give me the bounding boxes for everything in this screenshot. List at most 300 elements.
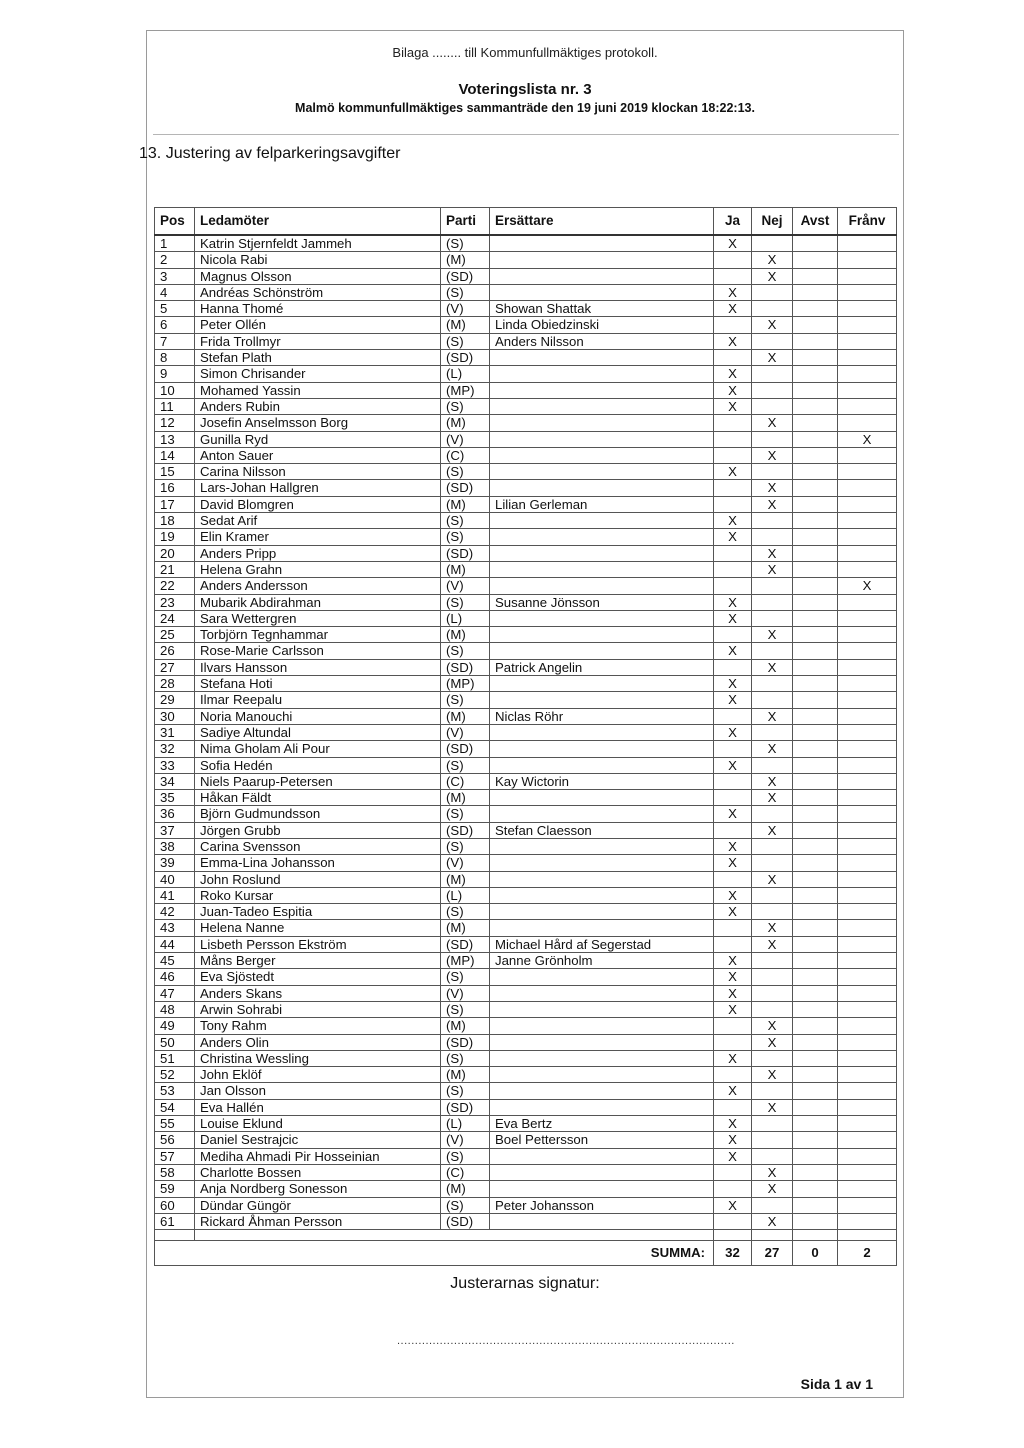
cell-ja: X [714, 692, 752, 708]
table-row [155, 1034, 897, 1050]
cell-ledamot: Simon Chrisander [195, 366, 441, 382]
cell-franv [838, 741, 897, 757]
cell-pos: 17 [155, 496, 195, 512]
cell-pos: 6 [155, 317, 195, 333]
table-row [155, 969, 897, 985]
cell-ersattare [490, 1050, 714, 1066]
cell-nej: X [752, 415, 793, 431]
table-row [155, 1148, 897, 1164]
cell-ja: X [714, 676, 752, 692]
cell-avst [793, 855, 838, 871]
cell-ja [714, 1099, 752, 1115]
cell-pos: 23 [155, 594, 195, 610]
cell-nej [752, 382, 793, 398]
cell-pos: 42 [155, 904, 195, 920]
cell-avst [793, 757, 838, 773]
cell-ja [714, 1034, 752, 1050]
header-avst: Avst [793, 208, 838, 236]
cell-pos: 25 [155, 627, 195, 643]
summary-avst: 0 [793, 1241, 838, 1266]
cell-franv [838, 757, 897, 773]
table-row [155, 529, 897, 545]
cell-pos: 26 [155, 643, 195, 659]
cell-ersattare [490, 415, 714, 431]
cell-pos: 32 [155, 741, 195, 757]
cell-ja [714, 415, 752, 431]
cell-nej [752, 887, 793, 903]
cell-pos: 49 [155, 1018, 195, 1034]
cell-parti: (V) [441, 724, 490, 740]
cell-parti: (M) [441, 920, 490, 936]
cell-franv [838, 480, 897, 496]
cell-ersattare: Showan Shattak [490, 301, 714, 317]
spacer-cell [714, 1230, 752, 1241]
cell-pos: 8 [155, 350, 195, 366]
cell-nej [752, 692, 793, 708]
table-row [155, 855, 897, 871]
cell-ledamot: Nicola Rabi [195, 252, 441, 268]
cell-ersattare [490, 268, 714, 284]
cell-franv [838, 464, 897, 480]
cell-parti: (S) [441, 969, 490, 985]
table-row [155, 415, 897, 431]
cell-ledamot: David Blomgren [195, 496, 441, 512]
cell-franv [838, 1067, 897, 1083]
cell-avst [793, 838, 838, 854]
cell-franv [838, 1132, 897, 1148]
cell-ja [714, 447, 752, 463]
cell-ersattare [490, 676, 714, 692]
table-row [155, 1132, 897, 1148]
cell-franv [838, 1181, 897, 1197]
cell-avst [793, 1001, 838, 1017]
cell-avst [793, 741, 838, 757]
cell-ja [714, 659, 752, 675]
cell-pos: 19 [155, 529, 195, 545]
table-row [155, 773, 897, 789]
cell-avst [793, 1018, 838, 1034]
cell-ja: X [714, 953, 752, 969]
cell-ledamot: Josefin Anselmsson Borg [195, 415, 441, 431]
cell-nej [752, 855, 793, 871]
cell-pos: 37 [155, 822, 195, 838]
cell-ja: X [714, 1050, 752, 1066]
cell-ja [714, 431, 752, 447]
cell-ersattare: Peter Johansson [490, 1197, 714, 1213]
cell-pos: 54 [155, 1099, 195, 1115]
cell-avst [793, 985, 838, 1001]
cell-ledamot: Ilvars Hansson [195, 659, 441, 675]
cell-ledamot: Anders Olin [195, 1034, 441, 1050]
header-ersattare: Ersättare [490, 208, 714, 236]
cell-franv [838, 333, 897, 349]
cell-ledamot: Mohamed Yassin [195, 382, 441, 398]
table-row [155, 871, 897, 887]
cell-ja [714, 936, 752, 952]
cell-nej [752, 953, 793, 969]
cell-pos: 43 [155, 920, 195, 936]
cell-ersattare [490, 1067, 714, 1083]
cell-ja [714, 741, 752, 757]
table-row [155, 464, 897, 480]
cell-ersattare [490, 610, 714, 626]
cell-ersattare [490, 920, 714, 936]
cell-ja [714, 790, 752, 806]
cell-avst [793, 480, 838, 496]
cell-parti: (M) [441, 1067, 490, 1083]
cell-avst [793, 1132, 838, 1148]
cell-franv [838, 676, 897, 692]
cell-ja [714, 871, 752, 887]
table-row [155, 659, 897, 675]
cell-parti: (S) [441, 806, 490, 822]
cell-nej: X [752, 920, 793, 936]
table-row [155, 676, 897, 692]
header-parti: Parti [441, 208, 490, 236]
cell-ersattare [490, 513, 714, 529]
cell-ja: X [714, 806, 752, 822]
cell-pos: 24 [155, 610, 195, 626]
cell-nej [752, 757, 793, 773]
cell-nej: X [752, 773, 793, 789]
cell-ledamot: Sedat Arif [195, 513, 441, 529]
cell-nej [752, 838, 793, 854]
cell-ersattare [490, 1181, 714, 1197]
cell-ersattare [490, 1034, 714, 1050]
cell-nej [752, 1197, 793, 1213]
cell-parti: (S) [441, 529, 490, 545]
cell-avst [793, 382, 838, 398]
cell-ledamot: Andréas Schönström [195, 284, 441, 300]
cell-nej [752, 284, 793, 300]
cell-nej [752, 529, 793, 545]
cell-nej [752, 904, 793, 920]
cell-nej: X [752, 708, 793, 724]
cell-franv: X [838, 578, 897, 594]
cell-franv [838, 822, 897, 838]
table-row [155, 398, 897, 414]
cell-parti: (L) [441, 366, 490, 382]
cell-ledamot: Stefana Hoti [195, 676, 441, 692]
table-row [155, 301, 897, 317]
cell-avst [793, 676, 838, 692]
cell-ersattare [490, 464, 714, 480]
table-body [155, 235, 897, 1266]
table-row [155, 822, 897, 838]
cell-parti: (MP) [441, 676, 490, 692]
table-row [155, 480, 897, 496]
cell-franv [838, 545, 897, 561]
cell-ersattare [490, 1164, 714, 1180]
cell-nej [752, 333, 793, 349]
table-row [155, 268, 897, 284]
cell-ersattare [490, 431, 714, 447]
cell-ja: X [714, 1197, 752, 1213]
cell-franv [838, 806, 897, 822]
spacer-cell [793, 1230, 838, 1241]
cell-avst [793, 773, 838, 789]
cell-nej [752, 643, 793, 659]
cell-ersattare: Lilian Gerleman [490, 496, 714, 512]
cell-ersattare: Kay Wictorin [490, 773, 714, 789]
cell-franv [838, 594, 897, 610]
table-row [155, 431, 897, 447]
cell-nej: X [752, 822, 793, 838]
cell-ersattare [490, 969, 714, 985]
cell-ledamot: Christina Wessling [195, 1050, 441, 1066]
cell-franv [838, 643, 897, 659]
cell-pos: 60 [155, 1197, 195, 1213]
cell-ersattare: Susanne Jönsson [490, 594, 714, 610]
header-ja: Ja [714, 208, 752, 236]
cell-parti: (SD) [441, 480, 490, 496]
cell-parti: (SD) [441, 659, 490, 675]
cell-parti: (S) [441, 692, 490, 708]
cell-ersattare [490, 757, 714, 773]
header-pos: Pos [155, 208, 195, 236]
cell-ja [714, 480, 752, 496]
cell-ja [714, 317, 752, 333]
cell-ersattare [490, 284, 714, 300]
table-row [155, 1083, 897, 1099]
cell-ledamot: Roko Kursar [195, 887, 441, 903]
table-row [155, 806, 897, 822]
cell-ja: X [714, 1001, 752, 1017]
cell-ja: X [714, 594, 752, 610]
cell-ledamot: Hanna Thomé [195, 301, 441, 317]
cell-ersattare [490, 1083, 714, 1099]
cell-nej [752, 594, 793, 610]
spacer-cell [441, 1230, 490, 1241]
cell-avst [793, 1164, 838, 1180]
cell-ersattare [490, 578, 714, 594]
cell-nej: X [752, 1018, 793, 1034]
cell-ersattare [490, 692, 714, 708]
cell-franv [838, 1116, 897, 1132]
cell-ja [714, 545, 752, 561]
cell-parti: (L) [441, 887, 490, 903]
cell-franv [838, 659, 897, 675]
cell-franv [838, 1083, 897, 1099]
cell-nej [752, 610, 793, 626]
cell-avst [793, 594, 838, 610]
cell-franv [838, 692, 897, 708]
cell-ersattare [490, 871, 714, 887]
cell-ersattare [490, 904, 714, 920]
table-row [155, 333, 897, 349]
table-row [155, 904, 897, 920]
cell-parti: (SD) [441, 1213, 490, 1229]
cell-ersattare: Patrick Angelin [490, 659, 714, 675]
cell-pos: 44 [155, 936, 195, 952]
cell-avst [793, 366, 838, 382]
cell-avst [793, 610, 838, 626]
cell-franv [838, 985, 897, 1001]
cell-franv [838, 496, 897, 512]
table-row [155, 350, 897, 366]
cell-pos: 46 [155, 969, 195, 985]
cell-avst [793, 513, 838, 529]
cell-ersattare [490, 1018, 714, 1034]
cell-pos: 34 [155, 773, 195, 789]
cell-pos: 52 [155, 1067, 195, 1083]
cell-franv [838, 317, 897, 333]
cell-avst [793, 252, 838, 268]
table-row [155, 1099, 897, 1115]
cell-avst [793, 1181, 838, 1197]
cell-pos: 12 [155, 415, 195, 431]
cell-avst [793, 1116, 838, 1132]
summary-franv: 2 [838, 1241, 897, 1266]
cell-ledamot: Anders Pripp [195, 545, 441, 561]
header-divider [153, 134, 899, 135]
cell-franv [838, 773, 897, 789]
cell-pos: 55 [155, 1116, 195, 1132]
cell-ja: X [714, 464, 752, 480]
cell-franv [838, 447, 897, 463]
table-row [155, 643, 897, 659]
cell-avst [793, 953, 838, 969]
cell-avst [793, 936, 838, 952]
cell-ersattare [490, 447, 714, 463]
cell-ja [714, 920, 752, 936]
cell-parti: (M) [441, 317, 490, 333]
cell-franv [838, 268, 897, 284]
cell-ledamot: Håkan Fäldt [195, 790, 441, 806]
table-row [155, 936, 897, 952]
cell-parti: (S) [441, 235, 490, 252]
cell-avst [793, 1099, 838, 1115]
cell-pos: 21 [155, 561, 195, 577]
cell-avst [793, 529, 838, 545]
cell-ersattare: Boel Pettersson [490, 1132, 714, 1148]
cell-parti: (L) [441, 610, 490, 626]
cell-pos: 15 [155, 464, 195, 480]
cell-nej [752, 985, 793, 1001]
cell-parti: (S) [441, 838, 490, 854]
cell-franv [838, 366, 897, 382]
cell-ja: X [714, 235, 752, 252]
cell-ersattare [490, 985, 714, 1001]
cell-franv: X [838, 431, 897, 447]
cell-nej: X [752, 790, 793, 806]
cell-ersattare [490, 366, 714, 382]
cell-ledamot: Charlotte Bossen [195, 1164, 441, 1180]
cell-ledamot: John Roslund [195, 871, 441, 887]
cell-pos: 18 [155, 513, 195, 529]
cell-parti: (SD) [441, 936, 490, 952]
cell-nej: X [752, 1099, 793, 1115]
cell-ledamot: Niels Paarup-Petersen [195, 773, 441, 789]
cell-franv [838, 350, 897, 366]
cell-ja: X [714, 887, 752, 903]
cell-pos: 40 [155, 871, 195, 887]
cell-ledamot: Tony Rahm [195, 1018, 441, 1034]
cell-ja [714, 773, 752, 789]
table-row [155, 496, 897, 512]
cell-ja: X [714, 904, 752, 920]
cell-avst [793, 1197, 838, 1213]
table-row [155, 1197, 897, 1213]
cell-pos: 3 [155, 268, 195, 284]
signature-line: ............................................................................................... [397, 1335, 735, 1347]
cell-ersattare [490, 545, 714, 561]
cell-ledamot: Anja Nordberg Sonesson [195, 1181, 441, 1197]
cell-ersattare [490, 838, 714, 854]
table-row [155, 366, 897, 382]
cell-franv [838, 529, 897, 545]
cell-parti: (SD) [441, 545, 490, 561]
cell-ersattare [490, 790, 714, 806]
table-row [155, 1018, 897, 1034]
cell-pos: 35 [155, 790, 195, 806]
cell-parti: (SD) [441, 1034, 490, 1050]
cell-parti: (M) [441, 1018, 490, 1034]
attachment-note: Bilaga ........ till Kommunfullmäktiges protokoll. [392, 45, 658, 60]
cell-ersattare [490, 741, 714, 757]
cell-avst [793, 969, 838, 985]
cell-parti: (C) [441, 447, 490, 463]
table-row [155, 594, 897, 610]
cell-ledamot: Frida Trollmyr [195, 333, 441, 349]
table-row [155, 1050, 897, 1066]
cell-ledamot: Lars-Johan Hallgren [195, 480, 441, 496]
cell-ledamot: Anders Andersson [195, 578, 441, 594]
cell-pos: 33 [155, 757, 195, 773]
cell-ledamot: Ilmar Reepalu [195, 692, 441, 708]
cell-ersattare [490, 382, 714, 398]
cell-nej: X [752, 1067, 793, 1083]
table-row [155, 284, 897, 300]
cell-ledamot: Louise Eklund [195, 1116, 441, 1132]
table-row [155, 382, 897, 398]
spacer-cell [752, 1230, 793, 1241]
cell-franv [838, 301, 897, 317]
cell-ersattare [490, 398, 714, 414]
cell-ledamot: Eva Hallén [195, 1099, 441, 1115]
cell-franv [838, 969, 897, 985]
table-row [155, 1001, 897, 1017]
header-ledamoter: Ledamöter [195, 208, 441, 236]
cell-pos: 16 [155, 480, 195, 496]
cell-pos: 29 [155, 692, 195, 708]
cell-pos: 58 [155, 1164, 195, 1180]
cell-parti: (V) [441, 855, 490, 871]
cell-ja: X [714, 529, 752, 545]
cell-ja: X [714, 1148, 752, 1164]
table-row [155, 1164, 897, 1180]
cell-ledamot: Magnus Olsson [195, 268, 441, 284]
cell-franv [838, 235, 897, 252]
table-row [155, 887, 897, 903]
cell-parti: (SD) [441, 822, 490, 838]
cell-ledamot: Nima Gholam Ali Pour [195, 741, 441, 757]
cell-ledamot: Emma-Lina Johansson [195, 855, 441, 871]
cell-nej [752, 431, 793, 447]
cell-franv [838, 920, 897, 936]
cell-ledamot: Elin Kramer [195, 529, 441, 545]
cell-ledamot: Torbjörn Tegnhammar [195, 627, 441, 643]
summary-nej: 27 [752, 1241, 793, 1266]
cell-pos: 41 [155, 887, 195, 903]
cell-ja [714, 627, 752, 643]
cell-pos: 38 [155, 838, 195, 854]
cell-ersattare: Janne Grönholm [490, 953, 714, 969]
cell-avst [793, 1050, 838, 1066]
cell-ersattare [490, 643, 714, 659]
cell-nej: X [752, 480, 793, 496]
cell-parti: (MP) [441, 953, 490, 969]
